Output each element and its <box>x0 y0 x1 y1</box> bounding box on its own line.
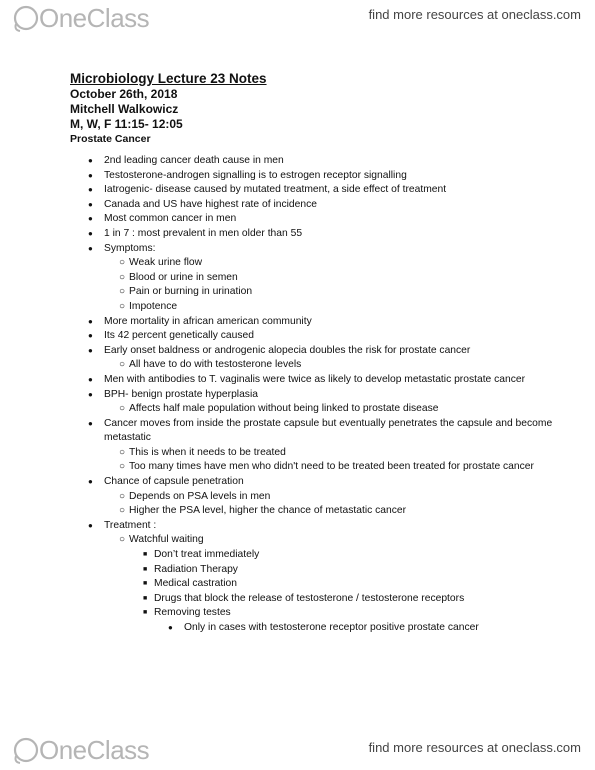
list-item-baldness <box>70 344 570 373</box>
symptoms-sublist <box>104 256 570 314</box>
treatment-sublist <box>104 533 570 635</box>
penetration-sublist <box>104 490 570 519</box>
baldness-sublist <box>104 358 570 373</box>
sublist-item: ○ Pain or burning in urination <box>104 285 570 300</box>
capsule-sublist <box>104 446 570 475</box>
list-item: ● Most common cancer in men <box>70 212 570 227</box>
sublist-item: ○ Higher the PSA level, higher the chance of metastatic cancer <box>104 504 570 519</box>
list-item-text: Treatment : <box>104 519 157 531</box>
page-footer <box>0 730 595 770</box>
list-item-text: Chance of capsule penetration <box>104 476 244 488</box>
footer-tagline-link[interactable]: find more resources at oneclass.com <box>368 740 581 755</box>
page-header <box>0 0 595 40</box>
bph-sublist <box>104 402 570 417</box>
treatment-item-text: Removing testes <box>154 607 231 619</box>
oneclass-logo[interactable] <box>12 2 149 34</box>
sublist-item: ○ Impotence <box>104 300 570 315</box>
logo-text: OneClass <box>39 735 150 765</box>
oneclass-logo-icon <box>12 2 42 34</box>
sublist-item: ○ Depends on PSA levels in men <box>104 490 570 505</box>
sublist-item: ○ Too many times have men who didn't need to be treated been treated for prostate cancer <box>104 460 570 475</box>
treatment-item: ■ Medical castration <box>129 577 570 592</box>
treatment-item: ■ Don’t treat immediately <box>129 548 570 563</box>
testes-sublist <box>154 621 570 636</box>
list-item: ● Canada and US have highest rate of incidence <box>70 198 570 213</box>
list-item-text: BPH- benign prostate hyperplasia <box>104 388 258 400</box>
document-schedule: M, W, F 11:15- 12:05 <box>70 117 183 131</box>
oneclass-footer-logo[interactable] <box>12 734 149 766</box>
treatment-item: ■ Radiation Therapy <box>129 563 570 578</box>
oneclass-logo-icon <box>12 734 42 766</box>
sublist-item: ○ Blood or urine in semen <box>104 271 570 286</box>
header-tagline-link[interactable]: find more resources at oneclass.com <box>368 7 581 22</box>
sublist-item: ○ Affects half male population without being linked to prostate disease <box>104 402 570 417</box>
list-item-penetration <box>70 475 570 519</box>
document-author: Mitchell Walkowicz <box>70 102 179 116</box>
document-title: Microbiology Lecture 23 Notes <box>70 71 267 86</box>
sublist-item: ○ Weak urine flow <box>104 256 570 271</box>
list-item-capsule <box>70 417 570 475</box>
document-body <box>70 70 570 636</box>
list-item: ● Testosterone-androgen signalling is to estrogen receptor signalling <box>70 169 570 184</box>
list-item: ● Its 42 percent genetically caused <box>70 329 570 344</box>
document-date: October 26th, 2018 <box>70 87 178 101</box>
list-item: ● Men with antibodies to T. vaginalis were twice as likely to develop metastatic prostate cancer <box>70 373 570 388</box>
list-item-text: Symptoms: <box>104 242 156 254</box>
list-item: ● 2nd leading cancer death cause in men <box>70 154 570 169</box>
list-item-symptoms <box>70 242 570 315</box>
sublist-item: ○ This is when it needs to be treated <box>104 446 570 461</box>
sublist-item-text: Watchful waiting <box>129 534 204 546</box>
treatment-options-list <box>129 548 570 636</box>
sublist-item: ○ All have to do with testosterone levels <box>104 358 570 373</box>
treatment-item: ■ Drugs that block the release of testosterone / testosterone receptors <box>129 592 570 607</box>
logo-text: OneClass <box>39 3 150 33</box>
list-item-text: Cancer moves from inside the prostate capsule but eventually penetrates the capsule and become metastatic <box>104 417 553 444</box>
list-item-text: Early onset baldness or androgenic alopecia doubles the risk for prostate cancer <box>104 344 471 356</box>
list-item-treatment <box>70 519 570 636</box>
treatment-item-testes <box>129 606 570 635</box>
list-item: ● More mortality in african american community <box>70 315 570 330</box>
list-item: ● 1 in 7 : most prevalent in men older than 55 <box>70 227 570 242</box>
testes-note: ● Only in cases with testosterone receptor positive prostate cancer <box>154 621 570 636</box>
list-item-bph <box>70 388 570 417</box>
list-item: ● Iatrogenic- disease caused by mutated treatment, a side effect of treatment <box>70 183 570 198</box>
sublist-item-watchful <box>104 533 570 635</box>
main-bullet-list <box>70 154 570 636</box>
section-heading: Prostate Cancer <box>70 133 151 145</box>
